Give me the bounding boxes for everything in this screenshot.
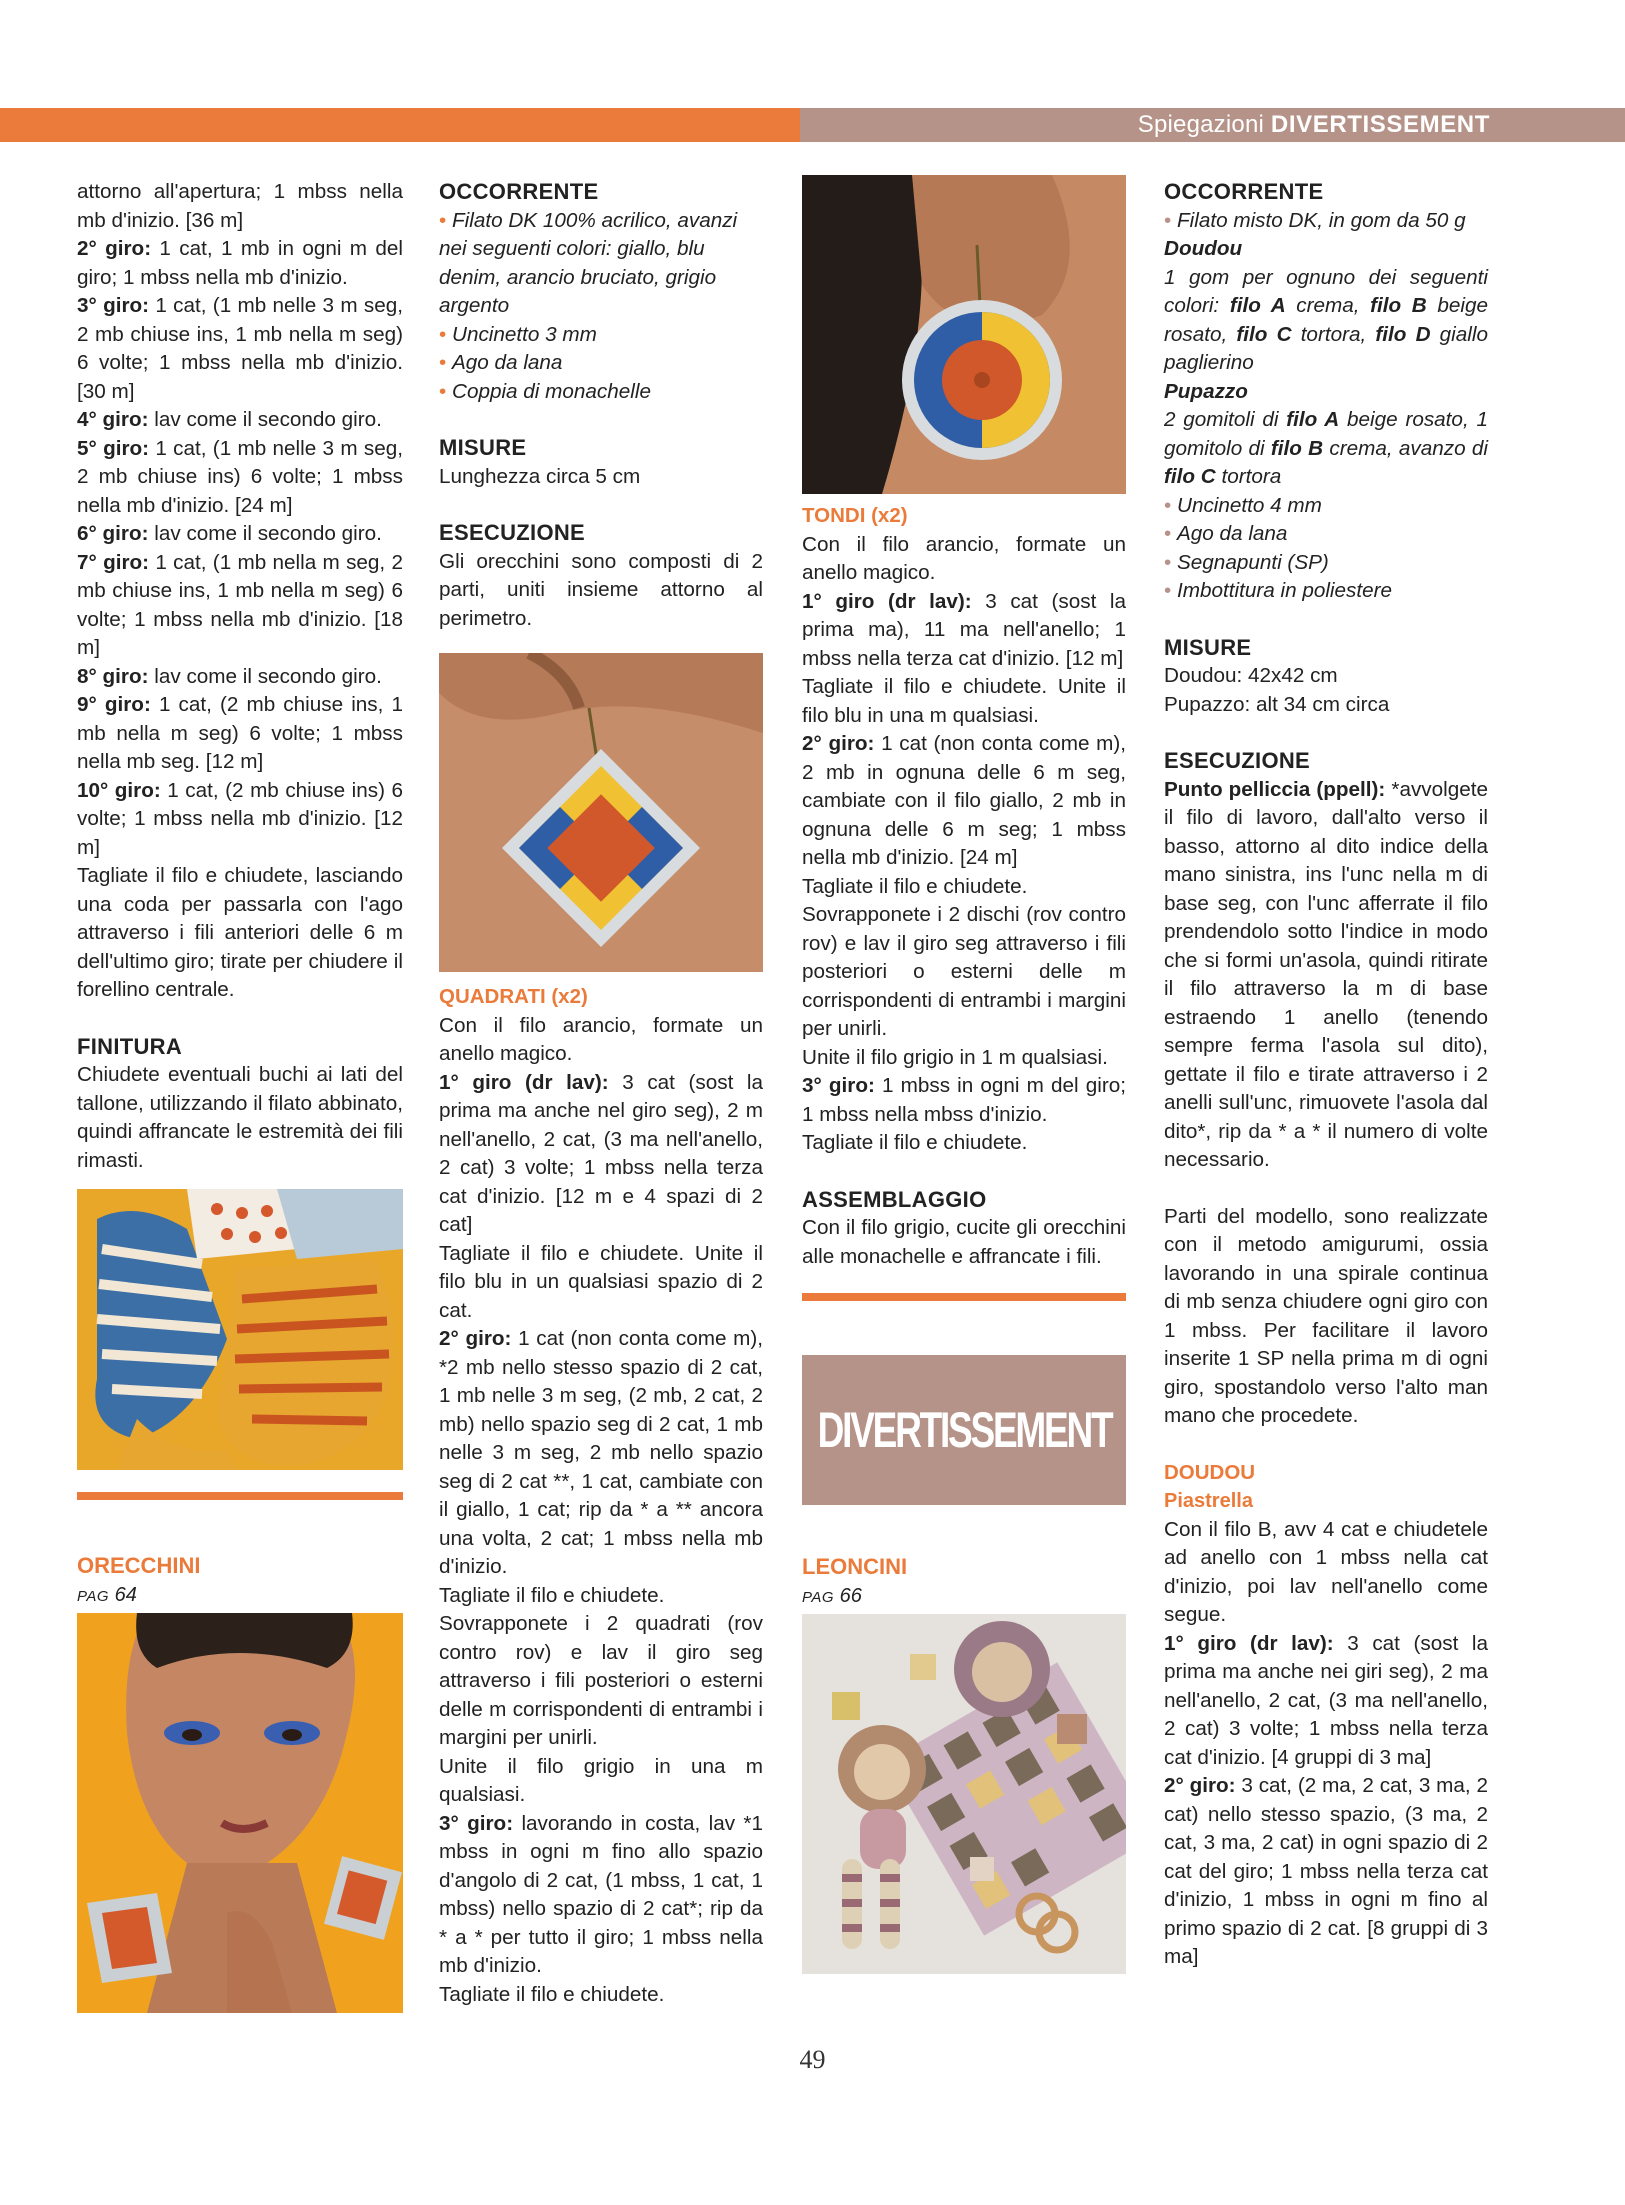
materials-item: • Uncinetto 4 mm: [1164, 493, 1322, 517]
esecuzione-text: Gli orecchini sono composti di 2 parti, uniti insieme attorno al perimetro.: [439, 549, 763, 630]
col1-text: [77, 178, 403, 1005]
column-4: [1164, 178, 1488, 1972]
esecuzione-heading-2: ESECUZIONE: [1164, 748, 1311, 773]
esecuzione-heading: ESECUZIONE: [439, 520, 586, 545]
pupazzo-label: Pupazzo: [1164, 379, 1248, 403]
assemblaggio-text: Con il filo grigio, cucite gli orecchini alle monachelle e affrancate i fili.: [802, 1216, 1126, 1268]
paragraph: 5° giro: 1 cat, (1 mb nelle 3 m seg, 2 mb chiuse ins) 6 volte; 1 mbss nella mb d'inizio. [24 m]: [77, 436, 403, 517]
paragraph: Sovrapponete i 2 dischi (rov contro rov) e lav il giro seg attraverso i fili posteriori o esterni delle m corrispondenti di entrambi i margini per unirli.: [802, 903, 1126, 1040]
paragraph: 7° giro: 1 cat, (1 mb nella m seg, 2 mb chiuse ins, 1 mb nella m seg) 6 volte; 1 mbss nella mb d'inizio. [18 m]: [77, 550, 403, 659]
lions-photo: [802, 1614, 1126, 1974]
paragraph: Tagliate il filo e chiudete. Unite il filo blu in un qualsiasi spazio di 2 cat.: [439, 1241, 763, 1322]
paragraph: Tagliate il filo e chiudete.: [439, 1583, 665, 1607]
finitura-text: Chiudete eventuali buchi ai lati del tallone, utilizzando il filato abbinato, quindi affrancate le estremità dei fili rimasti.: [77, 1063, 403, 1172]
paragraph: 1° giro (dr lav): 3 cat (sost la prima ma anche nel giro seg), 2 m nell'anello, 2 cat, (3 ma nell'anello, 2 cat) 3 volte; 1 mbss nella terza cat d'inizio. [12 m e 4 spazi di 2 cat]: [439, 1070, 763, 1236]
running-header-title: DIVERTISSEMENT: [1270, 111, 1490, 138]
paragraph: attorno all'apertura; 1 mbss nella mb d'inizio. [36 m]: [77, 180, 403, 232]
quadrati-heading: QUADRATI (x2): [439, 985, 588, 1008]
paragraph: 3° giro: lavorando in costa, lav *1 mbss in ogni m fino allo spazio d'angolo di 2 cat, (1 mbss, 1 cat, 1 mbss) nello spazio di 2 cat*; rip da * a * per tutto il giro; 1 mbss nella mb d'inizio.: [439, 1811, 763, 1977]
paragraph: Unite il filo grigio in 1 m qualsiasi.: [802, 1045, 1108, 1069]
materials-item: • Imbottitura in poliestere: [1164, 579, 1393, 602]
paragraph: Tagliate il filo e chiudete.: [439, 1982, 665, 2006]
paragraph: Tagliate il filo e chiudete, lasciando una coda per passarla con l'ago attraverso i fili anteriori delle 6 m dell'ultimo giro; tirate per chiudere il forellino centrale.: [77, 864, 403, 1001]
running-header-section: Spiegazioni: [1137, 111, 1265, 138]
paragraph: Con il filo arancio, formate un anello magico.: [439, 1013, 763, 1065]
misure-text: Lunghezza circa 5 cm: [439, 464, 641, 488]
divertissement-box-title: DIVERTISSEMENT: [817, 1401, 1111, 1458]
tondi-text: [802, 531, 1126, 1158]
model-earrings-photo: [77, 1613, 403, 2013]
materials-item: • Ago da lana: [1164, 522, 1288, 545]
materials-item: • Uncinetto 3 mm: [439, 322, 597, 346]
square-earring-photo: [439, 653, 763, 972]
piastrella-heading: Piastrella: [1164, 1490, 1253, 1512]
paragraph: 6° giro: lav come il secondo giro.: [77, 522, 382, 545]
paragraph: 2° giro: 1 cat (non conta come m), 2 mb in ognuna delle 6 m seg, cambiate con il filo giallo, 2 mb in ognuna delle 6 m seg; 1 mbss nella mb d'inizio. [24 m]: [802, 732, 1126, 869]
paragraph: 8° giro: lav come il secondo giro.: [77, 664, 382, 688]
column-3: [802, 178, 1126, 1974]
occorrente-list: [439, 207, 763, 407]
paragraph: Tagliate il filo e chiudete.: [802, 874, 1028, 898]
assemblaggio-heading: ASSEMBLAGGIO: [802, 1186, 987, 1212]
paragraph: Sovrapponete i 2 quadrati (rov contro rov) e lav il giro seg attraverso i fili posteriori o esterni delle m corrispondenti di entrambi i margini per unirli.: [439, 1612, 763, 1749]
paragraph: 10° giro: 1 cat, (2 mb chiuse ins) 6 volte; 1 mbss nella mb d'inizio. [12 m]: [77, 778, 403, 859]
paragraph: 4° giro: lav come il secondo giro.: [77, 408, 382, 431]
misure-heading: MISURE: [439, 435, 527, 460]
occorrente-list-2: • Filato misto DK, in gom da 50 g Doudou 1 gom per ognuno dei seguenti colori: filo A crema, filo B beige rosato, filo C tortora, filo D giallo paglierino Pupazzo 2 gomitoli di filo A beige rosato, 1 gomitolo di filo B crema, avanzo di filo C tortora • Uncinetto 4 mm • Ago da lana • Segnapunti (SP) • Imbottitura in poliestere: [1164, 207, 1488, 606]
paragraph: 1° giro (dr lav): 3 cat (sost la prima ma anche nei giri seg), 2 ma nell'anello, 2 cat, (3 ma nell'anello, 2 cat) 3 volte; 1 mbss nella terza cat d'inizio. [4 gruppi di 3 ma]: [1164, 1631, 1488, 1769]
orecchini-page-ref: PAG 64: [77, 1583, 137, 1606]
page-number: 49: [799, 2045, 826, 2074]
materials-item: • Segnapunti (SP): [1164, 550, 1329, 574]
leoncini-heading: LEONCINI: [802, 1554, 908, 1579]
materials-item: • Filato DK 100% acrilico, avanzi nei seguenti colori: giallo, blu denim, arancio bruciato, grigio argento: [439, 208, 738, 317]
paragraph: Con il filo B, avv 4 cat e chiudetele ad anello con 1 mbss nella cat d'inizio, poi lav nell'anello come segue.: [1164, 1517, 1488, 1626]
header-band-orange: [0, 108, 800, 142]
paragraph: 2° giro: 1 cat (non conta come m), *2 mb nello stesso spazio di 2 cat, 1 mb nelle 3 m seg, (2 mb, 2 cat, 2 mb) nello spazio seg di 2 cat, 1 mb nelle 3 m seg, 2 mb nello spazio seg di 2 cat **, 1 cat, cambiate con il giallo, 1 cat; rip da * a ** ancora una volta, 2 cat; 1 mbss nella mb d'inizio.: [439, 1327, 763, 1578]
section-rule: [802, 1293, 1126, 1301]
socks-photo: [77, 1189, 403, 1470]
section-rule: [77, 1492, 403, 1500]
doudou-heading: DOUDOU: [1164, 1460, 1256, 1484]
materials-item: • Coppia di monachelle: [439, 379, 651, 403]
column-1: [77, 178, 403, 2013]
paragraph: 3° giro: 1 cat, (1 mb nelle 3 m seg, 2 mb chiuse ins, 1 mb nella m seg) 6 volte; 1 mbss nella mb d'inizio. [30 m]: [77, 294, 403, 403]
paragraph: Con il filo arancio, formate un anello magico.: [802, 532, 1126, 584]
occorrente-heading-2: OCCORRENTE: [1164, 179, 1324, 204]
paragraph: 3° giro: 1 mbss in ogni m del giro; 1 mbss nella mbss d'inizio.: [802, 1074, 1126, 1126]
leoncini-page-ref: PAG 66: [802, 1584, 862, 1607]
piastrella-text: [1164, 1516, 1488, 1972]
tondi-heading: TONDI (x2): [802, 504, 908, 527]
paragraph: Tagliate il filo e chiudete. Unite il filo blu in una m qualsiasi.: [802, 675, 1126, 727]
quadrati-text: [439, 1012, 763, 2010]
paragraph: 1° giro (dr lav): 3 cat (sost la prima ma), 11 ma nell'anello; 1 mbss nella terza cat d'inizio. [12 m]: [802, 589, 1126, 670]
misure-pupazzo: Pupazzo: alt 34 cm circa: [1164, 692, 1390, 716]
punto-pelliccia-text: Punto pelliccia (ppell): *avvolgete il filo di lavoro, dall'alto verso il basso, attorno al dito indice della mano sinistra, ins l'unc nella m di base seg, con l'unc afferrate il filo prendendolo sotto l'indice in modo che si formi un'asola, quindi ritirate il filo attraverso la m di base estraendo 1 anello (tenendo sempre ferma l'asola sul dito), gettate il filo e tirate attraverso i 2 anelli sull'unc, rimuovete l'asola dal dito*, rip da * a * il numero di volte necessario.: [1164, 777, 1489, 1171]
paragraph: 9° giro: 1 cat, (2 mb chiuse ins, 1 mb nella m seg) 6 volte; 1 mbss nella mb seg. [12 m]: [77, 693, 403, 773]
occorrente-heading: OCCORRENTE: [439, 179, 599, 204]
running-header: [1138, 108, 1490, 142]
paragraph: Unite il filo grigio in una m qualsiasi.: [439, 1754, 763, 1806]
paragraph: 2° giro: 3 cat, (2 ma, 2 cat, 3 ma, 2 cat) nello stesso spazio, (3 ma, 2 cat, 3 ma, 2 cat) in ogni spazio di 2 cat del giro; 1 mbss nella terza cat d'inizio, 1 mbss in ogni m fino al primo spazio di 2 cat. [8 gruppi di 3 ma]: [1164, 1774, 1488, 1968]
finitura-heading: FINITURA: [77, 1033, 183, 1059]
amigurumi-text: Parti del modello, sono realizzate con il metodo amigurumi, ossia lavorando in una spirale continua di mb senza chiudere ogni giro con 1 mbss. Per facilitare il lavoro inserite 1 SP nella prima m di ogni giro, spostandolo verso l'alto man mano che procedete.: [1164, 1204, 1488, 1427]
paragraph: Tagliate il filo e chiudete.: [802, 1131, 1028, 1154]
doudou-label: Doudou: [1164, 237, 1243, 260]
paragraph: 2° giro: 1 cat, 1 mb in ogni m del giro; 1 mbss nella mb d'inizio.: [77, 237, 403, 289]
round-earring-photo: [802, 175, 1126, 494]
misure-heading-2: MISURE: [1164, 634, 1252, 660]
divertissement-box: [802, 1355, 1126, 1505]
column-2: [439, 178, 763, 2009]
orecchini-heading: ORECCHINI: [77, 1553, 201, 1578]
materials-item: • Ago da lana: [439, 351, 563, 374]
misure-doudou: Doudou: 42x42 cm: [1164, 664, 1338, 687]
